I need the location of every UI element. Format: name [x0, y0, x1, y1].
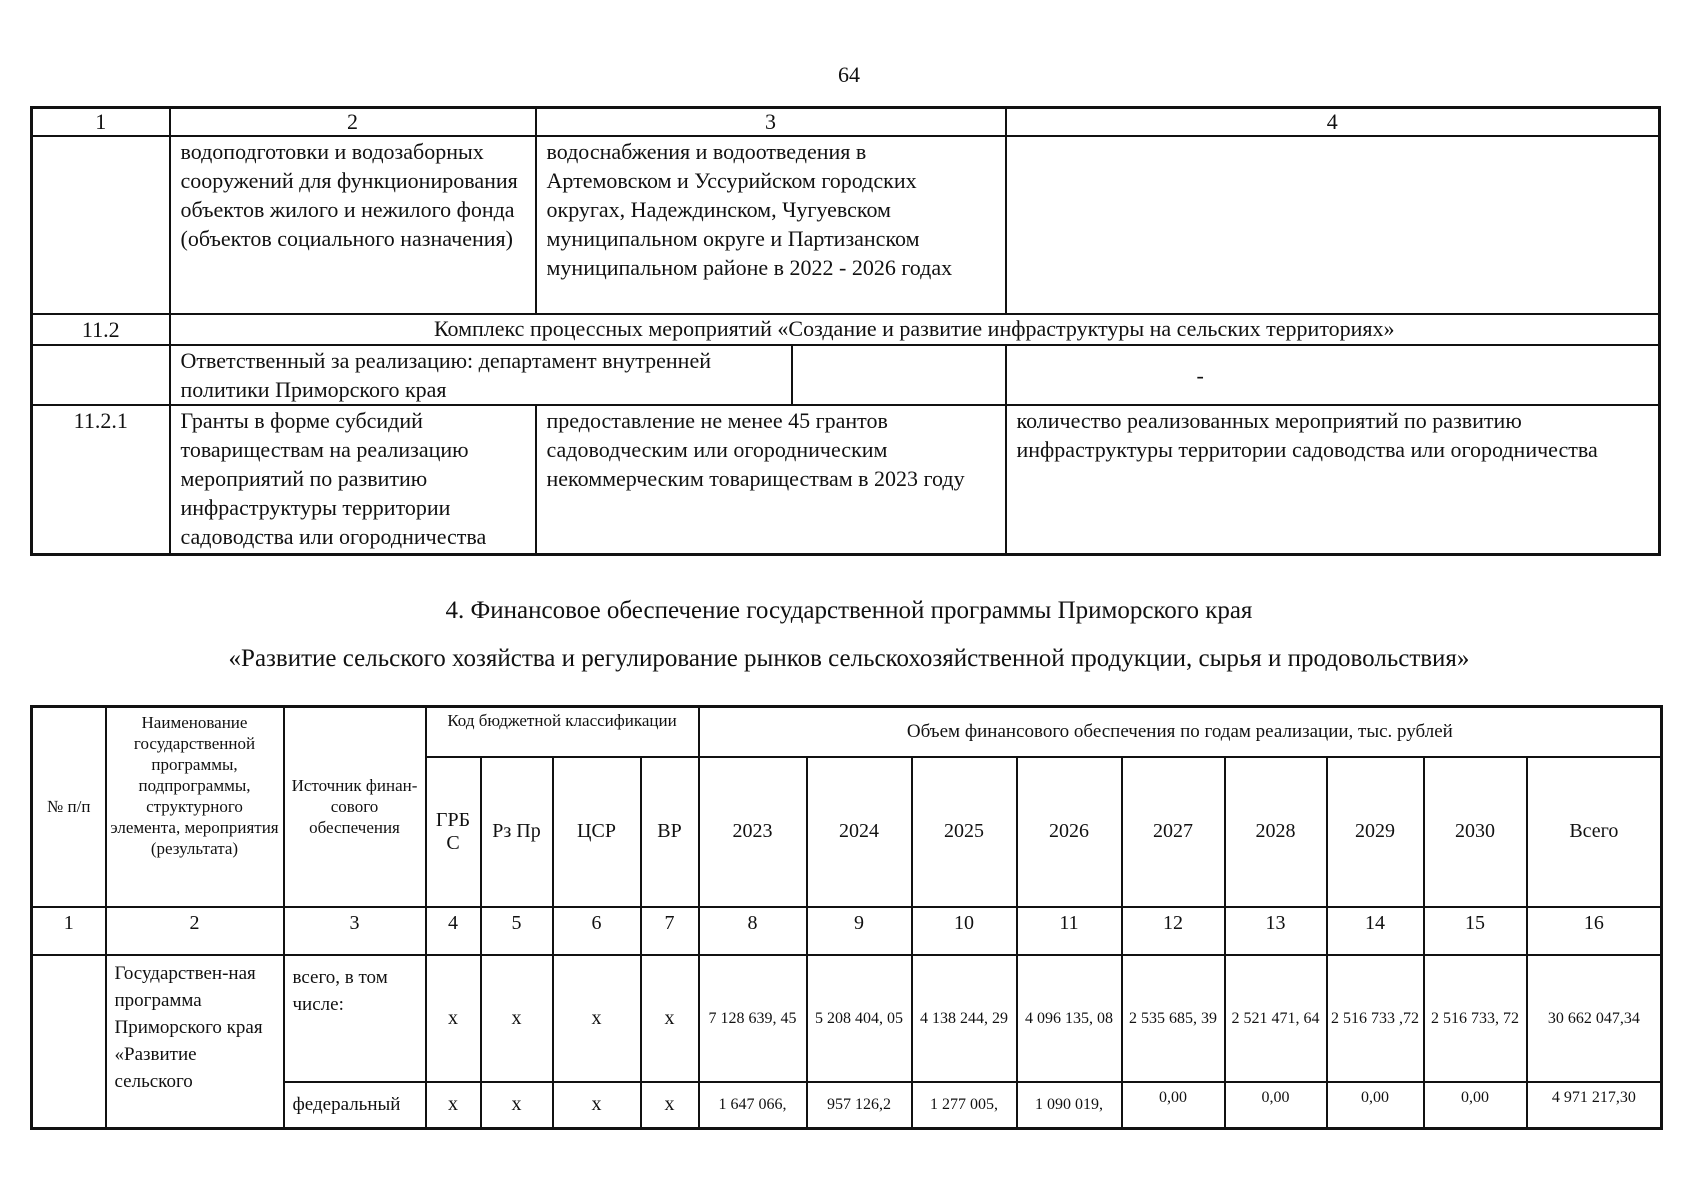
header-source: Источник финан-сового обеспечения [284, 707, 426, 907]
code-cell: х [426, 1082, 481, 1129]
value-cell: 0,00 [1424, 1082, 1527, 1129]
code-cell: х [426, 955, 481, 1082]
value-cell: 2 521 471, 64 [1225, 955, 1327, 1082]
header-year: 2028 [1225, 757, 1327, 907]
value-cell: 0,00 [1327, 1082, 1424, 1129]
table-row [32, 955, 1662, 1082]
row-number: 11.2 [32, 314, 170, 345]
header-number: № п/п [32, 707, 106, 907]
value-cell: 1 277 005, [912, 1082, 1017, 1129]
section-subtitle: «Развитие сельского хозяйства и регулирование рынков сельскохозяйственной продукции, сырья и продовольствия» [228, 645, 1470, 672]
code-cell: х [641, 1082, 699, 1129]
event-name-cell: водоподготовки и водозаборных сооружений для функционирования объектов жилого и нежилого фонда (объектов социального назначения) [170, 136, 536, 314]
code-cell: х [641, 955, 699, 1082]
header-year: 2030 [1424, 757, 1527, 907]
table-header-row [32, 108, 1660, 137]
table-header-row [32, 707, 1662, 757]
column-index: 7 [641, 907, 699, 955]
responsible-dash: - [1006, 345, 1660, 405]
header-total: Всего [1527, 757, 1662, 907]
events-table [30, 106, 1661, 556]
header-year: 2024 [807, 757, 912, 907]
section-title: 4. Финансовое обеспечение государственной программы Приморского края [445, 597, 1253, 624]
header-name: Наименование государственной программы, подпрограммы, структурного элемента, мероприятия (результата) [106, 707, 284, 907]
column-index-row [32, 907, 1662, 955]
value-cell: 7 128 639, 45 [699, 955, 807, 1082]
value-cell: 2 535 685, 39 [1122, 955, 1225, 1082]
event-description-cell: водоснабжения и водоотведения в Артемовском и Уссурийском городских округах, Надеждинском, Чугуевском муниципальном округе и Партизанском муниципальном районе в 2022 - 2026 годах [536, 136, 1006, 314]
header-grbs: ГРБ С [426, 757, 481, 907]
financing-table [30, 705, 1663, 1130]
header-vr: ВР [641, 757, 699, 907]
header-csr: ЦСР [553, 757, 641, 907]
header-year: 2027 [1122, 757, 1225, 907]
value-cell: 5 208 404, 05 [807, 955, 912, 1082]
event-indicator-cell: количество реализованных мероприятий по развитию инфраструктуры территории садоводства или огородничества [1006, 405, 1660, 554]
responsible-text: Ответственный за реализацию: департамент внутренней политики Приморского края [181, 346, 793, 404]
header-year: 2025 [912, 757, 1017, 907]
column-index: 8 [699, 907, 807, 955]
column-index: 3 [536, 108, 1006, 137]
value-cell: 4 138 244, 29 [912, 955, 1017, 1082]
value-cell: 4 096 135, 08 [1017, 955, 1122, 1082]
header-rzpr: Рз Пр [481, 757, 553, 907]
value-cell: 0,00 [1225, 1082, 1327, 1129]
value-cell: 30 662 047,34 [1527, 955, 1662, 1082]
code-cell: х [481, 1082, 553, 1129]
column-index: 14 [1327, 907, 1424, 955]
source-cell: федеральный [284, 1082, 426, 1129]
value-cell: 1 090 019, [1017, 1082, 1122, 1129]
header-year: 2029 [1327, 757, 1424, 907]
column-index: 12 [1122, 907, 1225, 955]
column-index: 15 [1424, 907, 1527, 955]
column-index: 9 [807, 907, 912, 955]
table-row [32, 314, 1660, 345]
column-index: 1 [32, 108, 170, 137]
column-index: 4 [426, 907, 481, 955]
value-cell: 4 971 217,30 [1527, 1082, 1662, 1129]
column-index: 6 [553, 907, 641, 955]
code-cell: х [553, 1082, 641, 1129]
complex-title: Комплекс процессных мероприятий «Создание и развитие инфраструктуры на сельских территориях» [170, 314, 1660, 345]
event-name-cell: Гранты в форме субсидий товариществам на реализацию мероприятий по развитию инфраструктуры территории садоводства или огородничества [170, 405, 536, 554]
header-volume: Объем финансового обеспечения по годам реализации, тыс. рублей [699, 707, 1662, 757]
header-budget-code: Код бюджетной классификации [426, 707, 699, 757]
header-year: 2023 [699, 757, 807, 907]
table-row [32, 345, 1660, 405]
value-cell: 957 126,2 [807, 1082, 912, 1129]
code-cell: х [481, 955, 553, 1082]
column-index: 4 [1006, 108, 1660, 137]
table-row [32, 405, 1660, 554]
value-cell: 0,00 [1122, 1082, 1225, 1129]
page-number: 64 [838, 62, 860, 87]
column-index: 5 [481, 907, 553, 955]
table-row [32, 136, 1660, 314]
column-index: 2 [106, 907, 284, 955]
column-index: 1 [32, 907, 106, 955]
code-cell: х [553, 955, 641, 1082]
value-cell: 2 516 733, 72 [1424, 955, 1527, 1082]
column-index: 13 [1225, 907, 1327, 955]
column-index: 2 [170, 108, 536, 137]
value-cell: 2 516 733 ,72 [1327, 955, 1424, 1082]
row-number: 11.2.1 [32, 405, 170, 554]
column-index: 16 [1527, 907, 1662, 955]
column-index: 3 [284, 907, 426, 955]
value-cell: 1 647 066, [699, 1082, 807, 1129]
event-description-cell: предоставление не менее 45 грантов садоводческим или огородническим некоммерческим товариществам в 2023 году [536, 405, 1006, 554]
source-cell: всего, в том числе: [284, 955, 426, 1082]
column-index: 11 [1017, 907, 1122, 955]
header-year: 2026 [1017, 757, 1122, 907]
column-index: 10 [912, 907, 1017, 955]
program-name: Государствен-ная программа Приморского края «Развитие сельского [106, 955, 284, 1129]
